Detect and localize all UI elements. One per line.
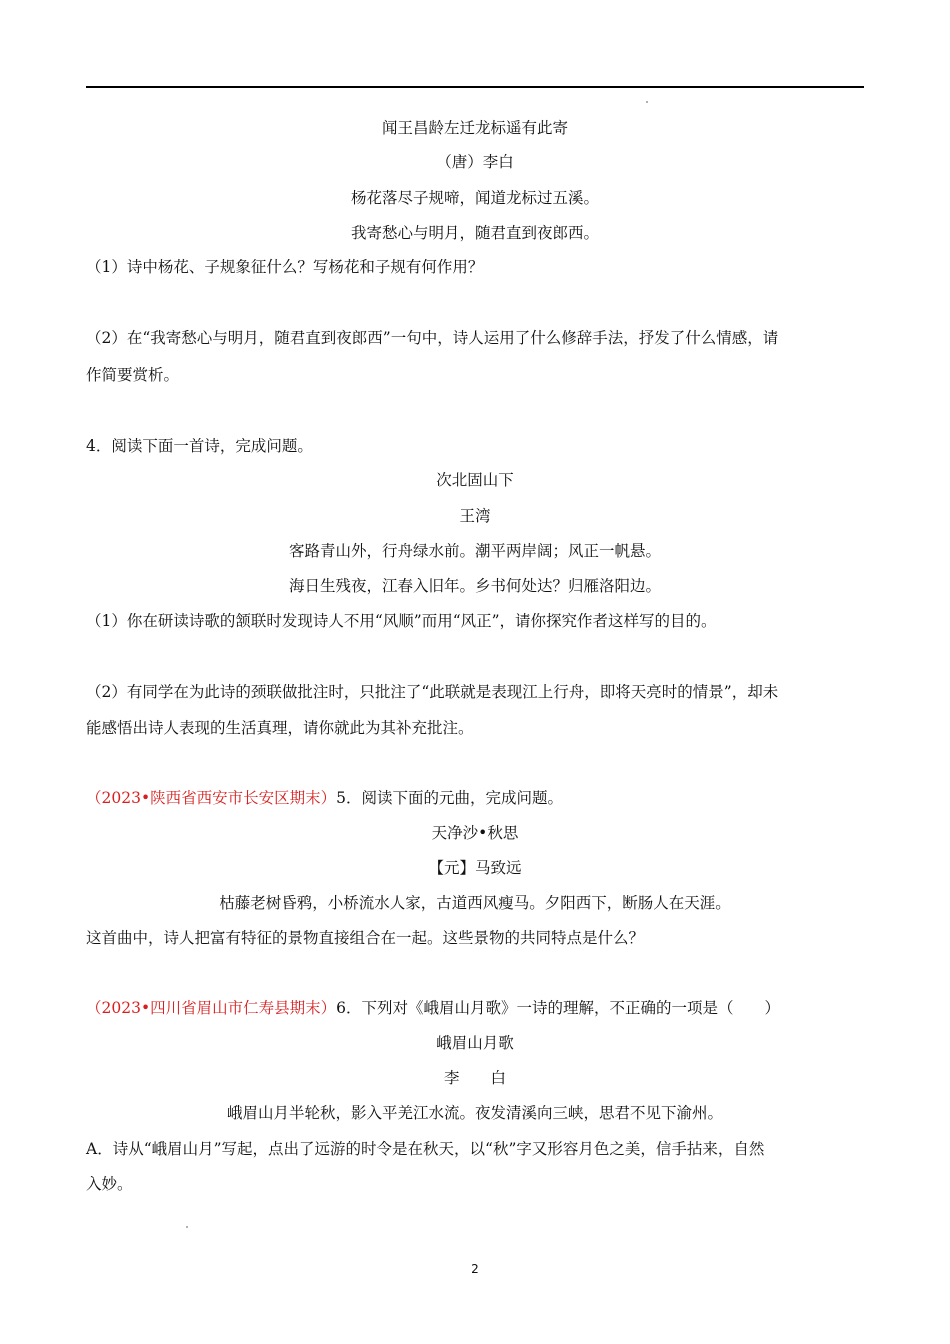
- page-number: 2: [471, 1262, 479, 1276]
- q6-poem-title: 峨眉山月歌: [436, 1034, 514, 1052]
- q4-part2-line2: 能感悟出诗人表现的生活真理，请你就此为其补充批注。: [86, 719, 474, 737]
- q5-source: （2023•陕西省西安市长安区期末）: [86, 789, 337, 807]
- q6-option-a-line1: A．诗从“峨眉山月”写起，点出了远游的时令是在秋天，以“秋”字又形容月色之美，信手拈来，自然: [86, 1140, 765, 1158]
- q4-poem-line-2: 海日生残夜，江春入旧年。乡书何处达？归雁洛阳边。: [288, 577, 661, 595]
- q4-poem-author: 王湾: [459, 507, 491, 525]
- q6-poem-author: 李 白: [443, 1069, 506, 1087]
- q6-option-a-line2: 入妙。: [86, 1175, 133, 1193]
- q3-part1: （1）诗中杨花、子规象征什么？写杨花和子规有何作用？: [86, 258, 484, 276]
- q3-part2-line1: （2）在“我寄愁心与明月，随君直到夜郎西”一句中，诗人运用了什么修辞手法，抒发了什么情感，请: [86, 329, 779, 347]
- header-rule: [86, 86, 864, 88]
- decorative-dot: [646, 101, 648, 103]
- q6-heading: [86, 996, 864, 1020]
- q5-question: 这首曲中，诗人把富有特征的景物直接组合在一起。这些景物的共同特点是什么？: [86, 929, 645, 947]
- q5-heading: [86, 786, 864, 810]
- q6-poem-line: 峨眉山月半轮秋，影入平羌江水流。夜发清溪向三峡，思君不见下渝州。: [226, 1104, 723, 1122]
- poem1-title: 闻王昌龄左迁龙标遥有此寄: [381, 119, 568, 137]
- q4-part2-line1: （2）有同学在为此诗的颈联做批注时，只批注了“此联就是表现江上行舟，即将天亮时的情景”，却未: [86, 683, 779, 701]
- decorative-dot: [186, 1226, 188, 1228]
- poem1-line-2: 我寄愁心与明月，随君直到夜郎西。: [350, 224, 599, 242]
- poem1-line-1: 杨花落尽子规啼，闻道龙标过五溪。: [350, 189, 599, 207]
- q4-poem-line-1: 客路青山外，行舟绿水前。潮平两岸阔；风正一帆悬。: [288, 542, 661, 560]
- q4-poem-title: 次北固山下: [436, 471, 514, 489]
- q4-part1: （1）你在研读诗歌的颔联时发现诗人不用“风顺”而用“风正”，请你探究作者这样写的目的。: [86, 612, 717, 630]
- q6-source: （2023•四川省眉山市仁寿县期末）: [86, 999, 337, 1017]
- q5-intro: 5．阅读下面的元曲，完成问题。: [336, 789, 563, 807]
- q5-poem-line: 枯藤老树昏鸦，小桥流水人家，古道西风瘦马。夕阳西下，断肠人在天涯。: [219, 894, 731, 912]
- q6-intro: 6．下列对《峨眉山月歌》一诗的理解，不正确的一项是（ ）: [336, 999, 780, 1017]
- q5-poem-title: 天净沙•秋思: [431, 824, 519, 842]
- q4-intro: 4．阅读下面一首诗，完成问题。: [86, 437, 313, 455]
- q5-poem-author: 【元】马致远: [428, 859, 522, 877]
- poem1-author: （唐）李白: [436, 153, 514, 171]
- q3-part2-line2: 作简要赏析。: [86, 366, 180, 384]
